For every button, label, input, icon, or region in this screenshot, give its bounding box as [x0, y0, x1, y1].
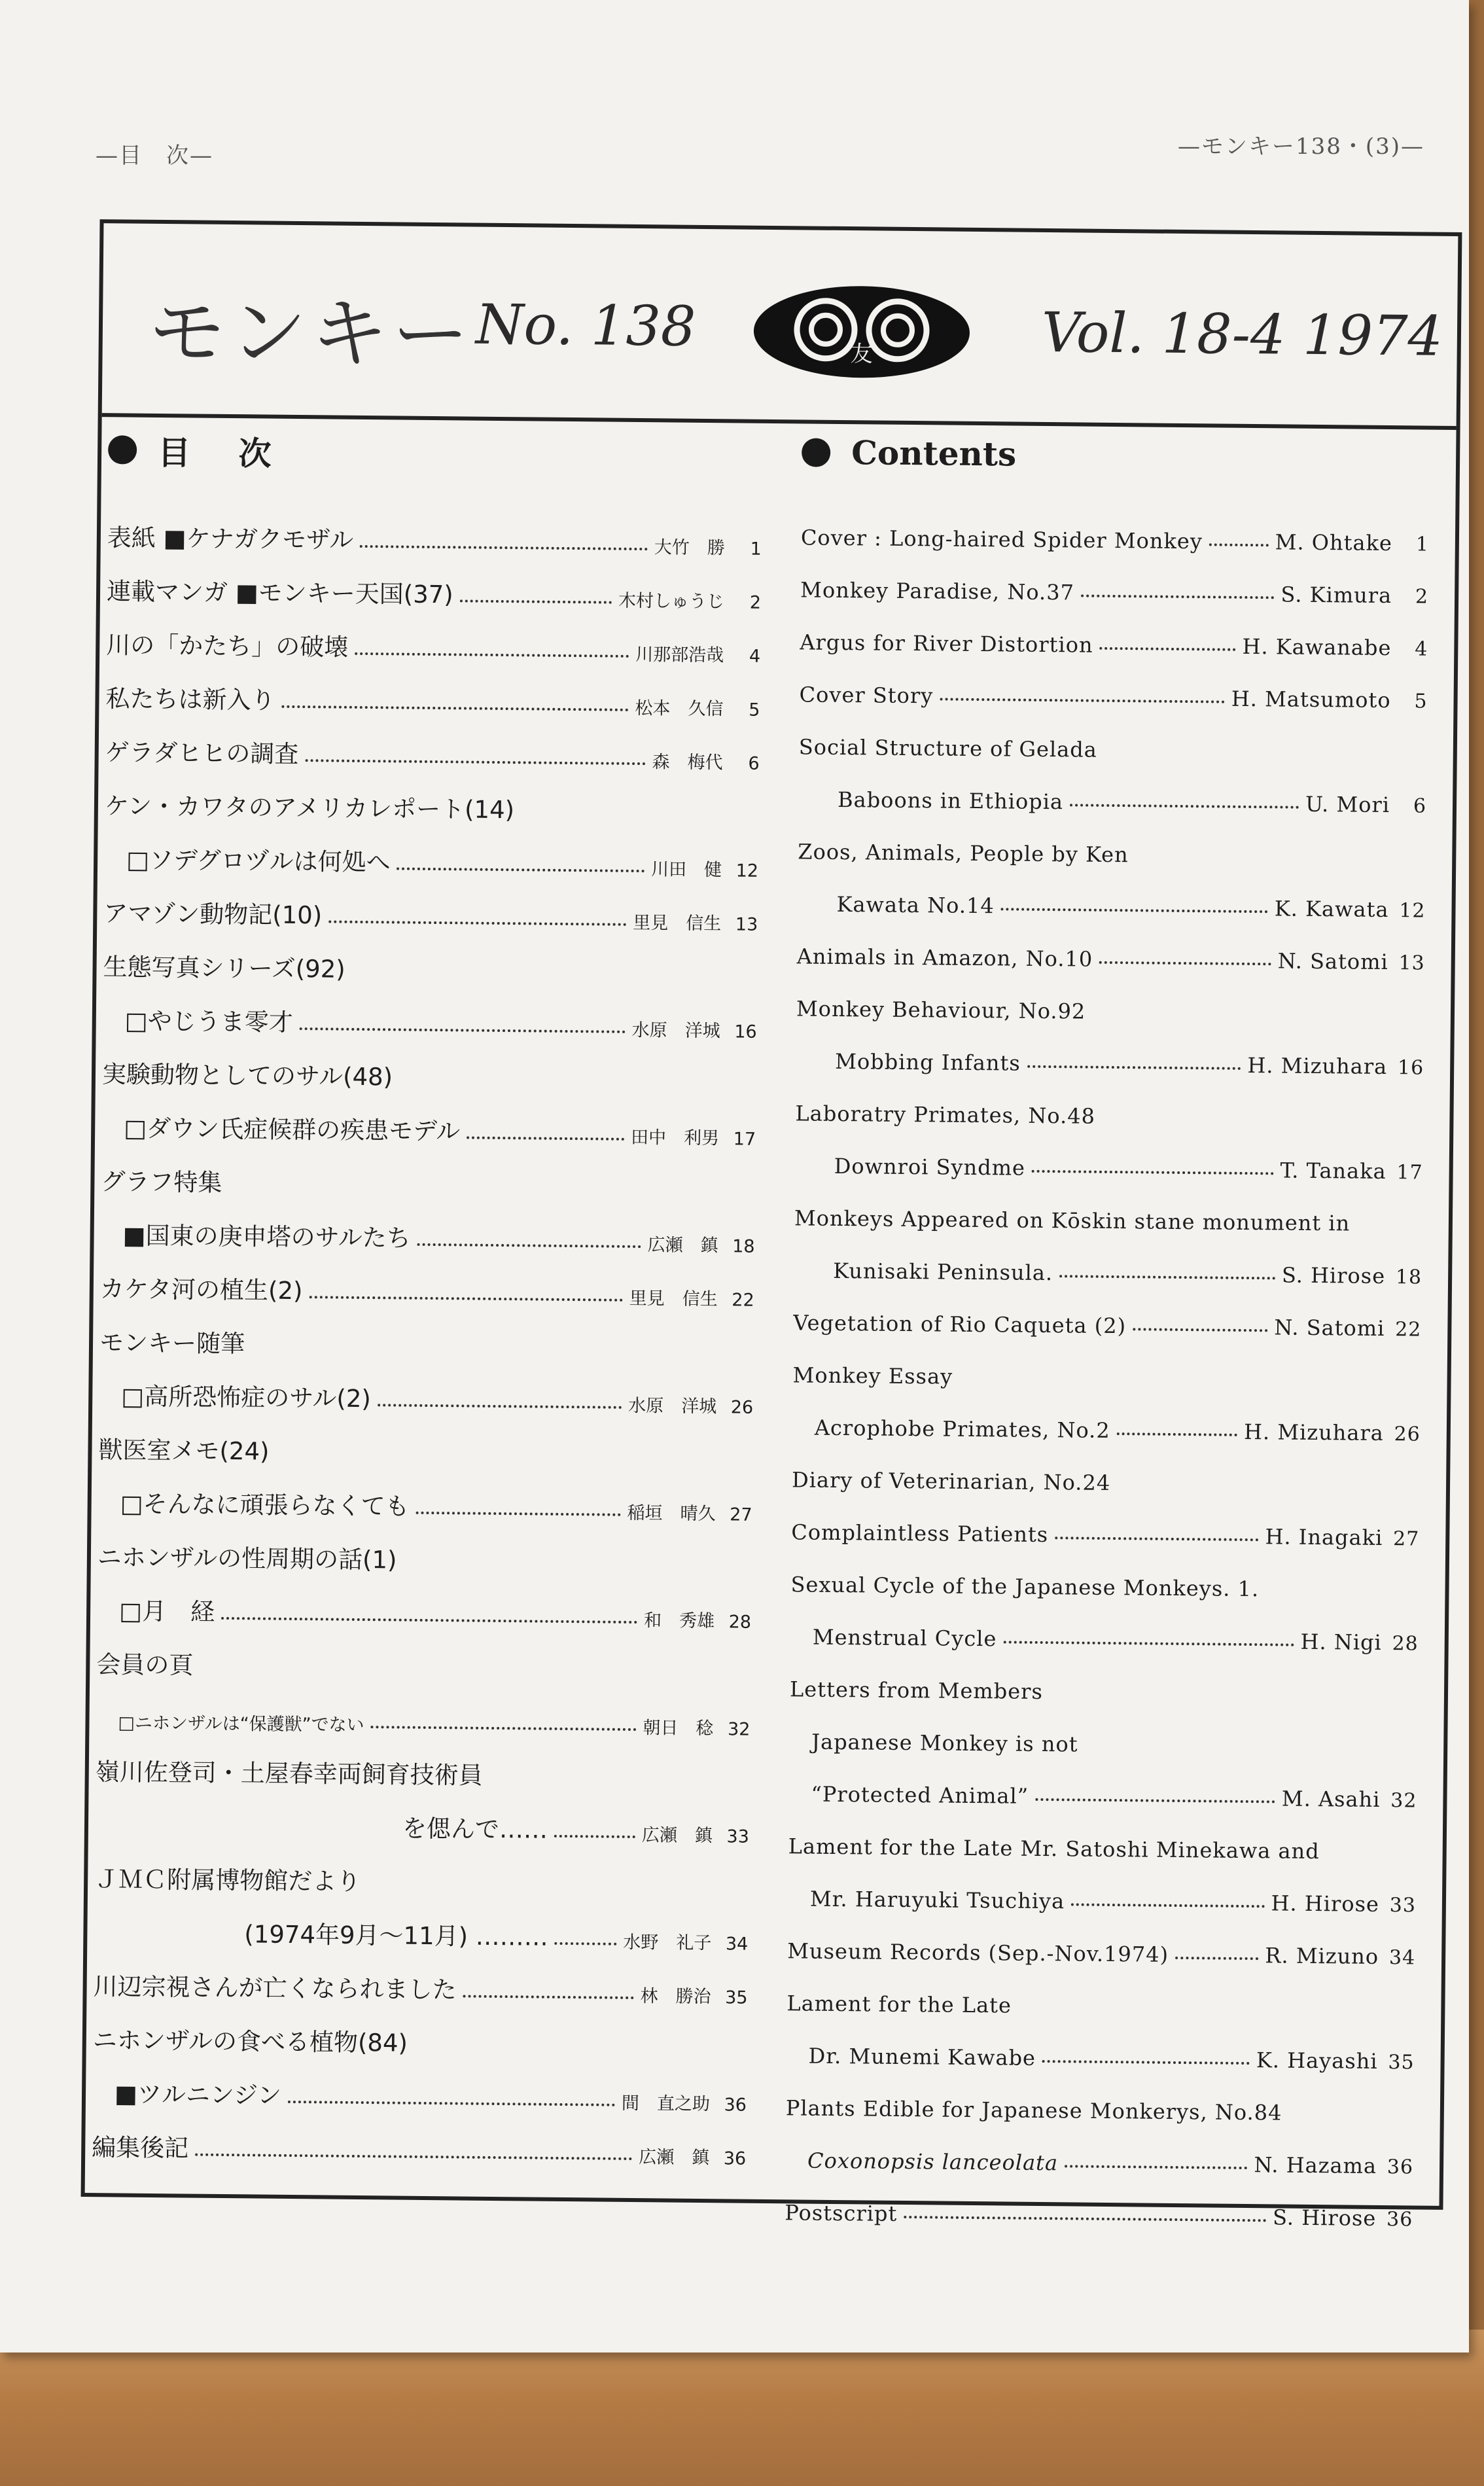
toc-entry — [795, 1126, 1424, 1184]
dot-leader — [467, 1137, 624, 1141]
entry-author: 林 勝治 — [640, 1986, 711, 2008]
dot-leader — [417, 1243, 641, 1248]
dot-leader — [1099, 961, 1271, 966]
toc-entry — [105, 660, 760, 720]
entry-author: 広瀬 鎮 — [639, 2147, 710, 2169]
entry-page: 33 — [1389, 1894, 1417, 1917]
toc-entry — [792, 1440, 1421, 1498]
dot-leader — [554, 1835, 635, 1838]
toc-entry — [785, 2120, 1414, 2178]
entry-page: 16 — [1397, 1056, 1424, 1080]
entry-author: 木村しゅうじ — [618, 590, 725, 613]
toc-entry — [788, 1858, 1417, 1917]
toc-entry — [788, 1754, 1417, 1812]
toc-entry — [790, 1649, 1419, 1707]
entry-title: Animals in Amazon, No.10 — [796, 944, 1093, 972]
entry-author: H. Hirose — [1271, 1891, 1380, 1917]
dot-leader — [397, 867, 645, 872]
toc-entry — [105, 714, 760, 774]
entry-author: 広瀬 鎮 — [641, 1825, 713, 1847]
entry-author: M. Ohtake — [1275, 529, 1393, 556]
entry-page: 17 — [1396, 1161, 1423, 1184]
entry-page: 4 — [1415, 637, 1428, 661]
toc-entry — [97, 1519, 752, 1579]
entry-title: Coxonopsis lanceolata — [807, 2148, 1059, 2176]
toc-entry — [106, 607, 761, 667]
entry-page: 16 — [734, 1021, 757, 1042]
entry-title: Zoos, Animals, People by Ken — [798, 839, 1129, 868]
entry-title: Kunisaki Peninsula. — [832, 1258, 1053, 1286]
entry-title: Monkey Essay — [792, 1362, 953, 1389]
entry-title: Complaintless Patients — [791, 1519, 1049, 1548]
dot-leader — [288, 2101, 615, 2106]
toc-entry — [105, 768, 760, 828]
toc-entry — [99, 1358, 754, 1418]
entry-title: モンキー随筆 — [99, 1328, 245, 1358]
toc-entry — [94, 1841, 749, 1901]
dot-leader — [416, 1512, 621, 1516]
entry-title: 編集後記 — [92, 2133, 189, 2163]
entry-title: (1974年9月～11月) ……… — [244, 1920, 549, 1951]
dot-leader — [1065, 2165, 1247, 2169]
entry-title: を偲んで…… — [402, 1814, 548, 1844]
entry-author: N. Satomi — [1274, 1315, 1385, 1341]
toc-entry — [791, 1492, 1420, 1550]
entry-author: U. Mori — [1305, 791, 1390, 818]
entry-author: 松本 久信 — [635, 698, 724, 720]
entry-page: 27 — [730, 1504, 752, 1525]
entry-author: 和 秀雄 — [643, 1610, 715, 1632]
entry-author: 川田 健 — [650, 859, 722, 881]
entry-page: 36 — [1386, 2208, 1413, 2231]
wooden-table — [0, 2330, 1484, 2486]
entry-page: 6 — [748, 753, 760, 774]
entry-title: アマゾン動物記(10) — [103, 899, 323, 930]
toc-entry — [788, 1806, 1417, 1864]
entry-author: K. Kawata — [1274, 896, 1389, 923]
entry-title: Cover Story — [799, 682, 934, 709]
entry-title: Downroi Syndme — [834, 1153, 1026, 1181]
dot-leader — [904, 2216, 1266, 2222]
entry-title: Lament for the Late — [786, 1991, 1012, 2018]
toc-entry — [792, 1387, 1421, 1446]
toc-entry — [796, 968, 1425, 1027]
dot-leader — [328, 920, 626, 925]
entry-title: 生態写真シリーズ(92) — [103, 953, 345, 984]
entry-title: Japanese Monkey is not — [811, 1729, 1078, 1757]
entry-page: 22 — [732, 1290, 754, 1311]
dot-leader — [309, 1296, 622, 1302]
dot-leader — [460, 599, 612, 603]
entry-author: S. Hirose — [1272, 2205, 1377, 2231]
entry-page: 12 — [735, 861, 759, 881]
toc-entry — [103, 929, 758, 989]
entry-page: 1 — [750, 539, 762, 559]
entry-page: 1 — [1415, 533, 1430, 556]
toc-entry — [786, 1963, 1415, 2021]
page-section-mark: —目 次— — [96, 143, 213, 169]
entry-author: N. Satomi — [1277, 948, 1388, 975]
entry-title: Kawata No.14 — [836, 891, 995, 919]
entry-page: 34 — [1388, 1946, 1416, 1970]
entry-page: 27 — [1392, 1527, 1420, 1551]
toc-entry — [96, 1626, 751, 1686]
entry-page: 26 — [730, 1397, 754, 1418]
entry-title: Monkeys Appeared on Kōskin stane monument in — [794, 1205, 1351, 1236]
toc-entry — [100, 1197, 755, 1257]
toc-entry — [799, 654, 1428, 713]
entry-author: H. Inagaki — [1265, 1524, 1383, 1550]
dot-leader — [1133, 1328, 1267, 1332]
entry-title: Diary of Veterinarian, No.24 — [791, 1467, 1111, 1495]
dot-leader — [300, 1027, 626, 1033]
dot-leader — [1035, 1798, 1275, 1803]
page-number-mark: —モンキー138・(3)— — [1178, 133, 1425, 160]
entry-title: □ニホンザルは“保護獣”でない — [118, 1713, 364, 1736]
entry-page: 18 — [1395, 1266, 1422, 1289]
entry-title: Baboons in Ethiopia — [837, 787, 1064, 815]
entry-title: Cover : Long-haired Spider Monkey — [800, 525, 1203, 554]
entry-title: 実験動物としてのサル(48) — [101, 1060, 393, 1092]
entry-title: ＪＭＣ附属博物館だより — [94, 1865, 361, 1896]
entry-title: Mobbing Infants — [835, 1048, 1021, 1076]
entry-title: Monkey Paradise, No.37 — [800, 577, 1075, 605]
entry-title: ■ツルニンジン — [114, 2080, 282, 2110]
toc-entry — [95, 1787, 750, 1847]
entry-title: ■国東の庚申塔のサルたち — [122, 1221, 411, 1252]
entry-title: カケタ河の植生(2) — [99, 1275, 303, 1305]
entry-title: Vegetation of Rio Caqueta (2) — [793, 1310, 1127, 1339]
dot-leader — [371, 1726, 637, 1731]
dot-leader — [195, 2154, 632, 2160]
emblem-icon — [750, 282, 973, 382]
entry-author: 水原 洋城 — [628, 1395, 717, 1417]
entry-author: 朝日 稔 — [643, 1718, 714, 1739]
entry-author: 稲垣 晴久 — [627, 1502, 716, 1525]
entry-page: 36 — [1387, 2156, 1414, 2179]
entry-title: ニホンザルの食べる植物(84) — [92, 2026, 408, 2057]
entry-page: 36 — [723, 2148, 747, 2169]
entry-title: Postscript — [785, 2200, 898, 2226]
english-contents — [785, 433, 1430, 2231]
dot-leader — [305, 759, 645, 765]
entry-title: □そんなに頑張らなくても — [120, 1489, 410, 1521]
entry-page: 35 — [724, 1987, 748, 2008]
entry-author: 森 梅代 — [652, 752, 723, 773]
entry-title: □月 経 — [118, 1597, 215, 1626]
entry-author: 里見 信生 — [633, 912, 722, 934]
toc-entry — [103, 875, 758, 935]
toc-entry — [797, 916, 1426, 974]
entry-title: Dr. Munemi Kawabe — [808, 2043, 1036, 2070]
entry-title: 嶺川佐登司・土屋春幸両飼育技術員 — [95, 1758, 483, 1790]
toc-entry — [101, 1090, 756, 1150]
dot-leader — [1070, 804, 1299, 808]
bullet-icon — [108, 435, 137, 464]
entry-author: T. Tanaka — [1280, 1158, 1387, 1184]
entry-title: 表紙 ■ケナガクモザル — [107, 524, 354, 554]
entry-title: Plants Edible for Japanese Monkerys, No.84 — [785, 2095, 1282, 2125]
toc-entry — [103, 982, 758, 1042]
dot-leader — [1117, 1432, 1237, 1436]
toc-entry — [798, 759, 1427, 817]
toc-entry — [785, 2173, 1413, 2231]
toc-entry — [794, 1178, 1423, 1236]
toc-entry — [790, 1597, 1419, 1655]
entry-author: 田中 利男 — [630, 1127, 720, 1149]
japanese-contents — [92, 426, 762, 2169]
toc-entry — [798, 811, 1426, 870]
toc-entry — [800, 550, 1429, 608]
entry-page: 4 — [749, 646, 761, 667]
entry-page: 17 — [733, 1129, 756, 1150]
dot-leader — [281, 705, 628, 711]
toc-entry — [99, 1304, 754, 1364]
entry-page: 2 — [749, 592, 762, 613]
emblem-label: 友 — [850, 341, 873, 368]
entry-title: Sexual Cycle of the Japanese Monkeys. 1. — [790, 1572, 1260, 1602]
entry-author: S. Kimura — [1281, 582, 1392, 609]
entry-title: Menstrual Cycle — [812, 1624, 997, 1652]
toc-entry — [97, 1465, 752, 1525]
entry-page: 12 — [1399, 899, 1426, 923]
toc-entry — [787, 1911, 1416, 1969]
en-section-title: Contents — [802, 433, 1430, 477]
dot-leader — [1055, 1536, 1258, 1541]
entry-page: 2 — [1415, 585, 1429, 609]
entry-title: □高所恐怖症のサル(2) — [121, 1382, 372, 1413]
entry-title: 川の「かたち」の破壊 — [106, 631, 349, 662]
entry-title: ニホンザルの性周期の話(1) — [97, 1543, 397, 1574]
entry-page: 32 — [727, 1719, 751, 1740]
toc-entry — [96, 1733, 751, 1794]
entry-author: H. Kawanabe — [1242, 633, 1392, 661]
dot-leader — [555, 1942, 617, 1945]
entry-title: 会員の頁 — [96, 1650, 194, 1680]
entry-author: 広瀬 鎮 — [647, 1235, 718, 1256]
entry-title: 川辺宗視さんが亡くなられました — [93, 1972, 457, 2004]
entry-page: 28 — [1392, 1632, 1419, 1656]
volume-date: Vol. 18-4 1974 — [1041, 300, 1443, 368]
toc-entry — [94, 1894, 749, 1955]
toc-entry — [92, 2055, 747, 2116]
entry-page: 18 — [732, 1236, 755, 1257]
entry-author: H. Mizuhara — [1243, 1419, 1385, 1446]
entry-author: H. Mizuhara — [1247, 1052, 1388, 1080]
dot-leader — [1081, 594, 1275, 599]
dot-leader — [355, 652, 629, 658]
entry-author: R. Mizuno — [1265, 1943, 1379, 1969]
toc-entry — [795, 1073, 1424, 1131]
magazine-logo: モンキー — [148, 286, 474, 380]
toc-entry — [801, 497, 1430, 556]
entry-author: H. Matsumoto — [1231, 686, 1391, 713]
entry-page: 28 — [728, 1612, 752, 1633]
entry-page: 13 — [1398, 951, 1425, 975]
dot-leader — [1209, 543, 1269, 546]
jp-section-title: 目 次 — [108, 426, 763, 480]
entry-title: Museum Records (Sep.-Nov.1974) — [787, 1938, 1169, 1967]
toc-entry — [97, 1572, 752, 1633]
entry-author: 川那部浩哉 — [635, 644, 724, 666]
dot-leader — [378, 1404, 622, 1409]
toc-entry — [800, 602, 1428, 660]
toc-entry — [790, 1544, 1419, 1603]
entry-title: Mr. Haruyuki Tsuchiya — [809, 1886, 1065, 1914]
entry-author: M. Asahi — [1281, 1786, 1381, 1812]
entry-page: 26 — [1394, 1423, 1421, 1446]
dot-leader — [1003, 1641, 1294, 1646]
toc-entry — [93, 1948, 748, 2008]
toc-entry — [789, 1701, 1418, 1760]
entry-title: Argus for River Distortion — [800, 630, 1093, 658]
dot-leader — [360, 545, 648, 550]
entry-author: H. Nigi — [1300, 1629, 1382, 1655]
entry-page: 35 — [1388, 2051, 1415, 2074]
entry-page: 13 — [735, 914, 758, 935]
dot-leader — [221, 1617, 637, 1624]
dot-leader — [1175, 1957, 1258, 1960]
entry-author: K. Hayashi — [1256, 2048, 1378, 2074]
entry-title: Letters from Members — [789, 1677, 1044, 1705]
toc-entry — [793, 1283, 1422, 1341]
entry-page: 5 — [1414, 690, 1428, 713]
toc-entry — [100, 1251, 755, 1311]
dot-leader — [463, 1995, 633, 2000]
dot-leader — [1059, 1275, 1275, 1279]
toc-entry — [92, 2109, 747, 2169]
entry-title: □やじうま零才 — [124, 1006, 293, 1037]
entry-author: S. Hirose — [1281, 1262, 1386, 1289]
toc-entry — [93, 2002, 748, 2062]
entry-page: 6 — [1413, 794, 1427, 818]
entry-title: グラフ特集 — [101, 1167, 222, 1197]
toc-entry — [102, 1036, 757, 1096]
masthead — [102, 223, 1458, 430]
entry-author: 里見 信生 — [629, 1288, 718, 1310]
entry-title: Monkey Behaviour, No.92 — [796, 996, 1086, 1024]
entry-author: 間 直之助 — [621, 2093, 711, 2115]
entry-page: 36 — [724, 2095, 747, 2116]
issue-number: No. 138 — [475, 292, 696, 359]
contents-frame — [81, 219, 1462, 2231]
entry-title: 連載マンガ ■モンキー天国(37) — [106, 577, 453, 609]
toc-entry — [107, 499, 762, 559]
entry-author: 水野 礼子 — [623, 1932, 712, 1954]
dot-leader — [1001, 908, 1268, 913]
entry-title: “Protected Animal” — [811, 1781, 1029, 1809]
entry-author: N. Hazama — [1254, 2152, 1377, 2178]
entry-title: □ソデグロヅルは何処へ — [126, 845, 391, 877]
toc-entry — [794, 1230, 1422, 1288]
dot-leader — [1032, 1170, 1274, 1175]
entry-page: 33 — [726, 1826, 750, 1847]
entry-author: 大竹 勝 — [654, 537, 725, 559]
toc-entry — [98, 1412, 753, 1472]
entry-title: ゲラダヒヒの調査 — [105, 738, 299, 769]
entry-title: □ダウン氏症候群の疾患モデル — [124, 1114, 461, 1146]
entry-title: 私たちは新入り — [105, 684, 275, 715]
toc-entry — [101, 1143, 756, 1203]
entry-title: Acrophobe Primates, No.2 — [814, 1415, 1110, 1443]
entry-page: 5 — [749, 700, 760, 720]
entry-page: 22 — [1395, 1318, 1422, 1341]
dot-leader — [1071, 1903, 1264, 1908]
dot-leader — [1027, 1065, 1241, 1070]
toc-entry — [797, 864, 1426, 922]
dot-leader — [1042, 2060, 1250, 2065]
toc-entry — [796, 1021, 1424, 1079]
dot-leader — [1099, 647, 1235, 651]
toc-entry — [792, 1335, 1421, 1393]
entry-title: ケン・カワタのアメリカレポート(14) — [104, 792, 515, 825]
entry-title: Lament for the Late Mr. Satoshi Minekawa and — [788, 1834, 1320, 1864]
entry-title: Social Structure of Gelada — [798, 734, 1097, 762]
toc-entry — [786, 2068, 1415, 2126]
toc-entry — [786, 2015, 1415, 2074]
toc-entry — [799, 707, 1428, 765]
bullet-icon — [802, 438, 830, 467]
toc-entry — [107, 553, 762, 613]
toc-entry — [96, 1680, 751, 1740]
entry-page: 32 — [1390, 1789, 1417, 1813]
entry-title: Laboratry Primates, No.48 — [795, 1101, 1096, 1129]
toc-entry — [104, 821, 759, 881]
entry-title: 獣医室メモ(24) — [98, 1436, 270, 1466]
entry-author: 水原 洋城 — [631, 1020, 720, 1042]
entry-page: 34 — [725, 1934, 749, 1955]
dot-leader — [940, 698, 1225, 703]
